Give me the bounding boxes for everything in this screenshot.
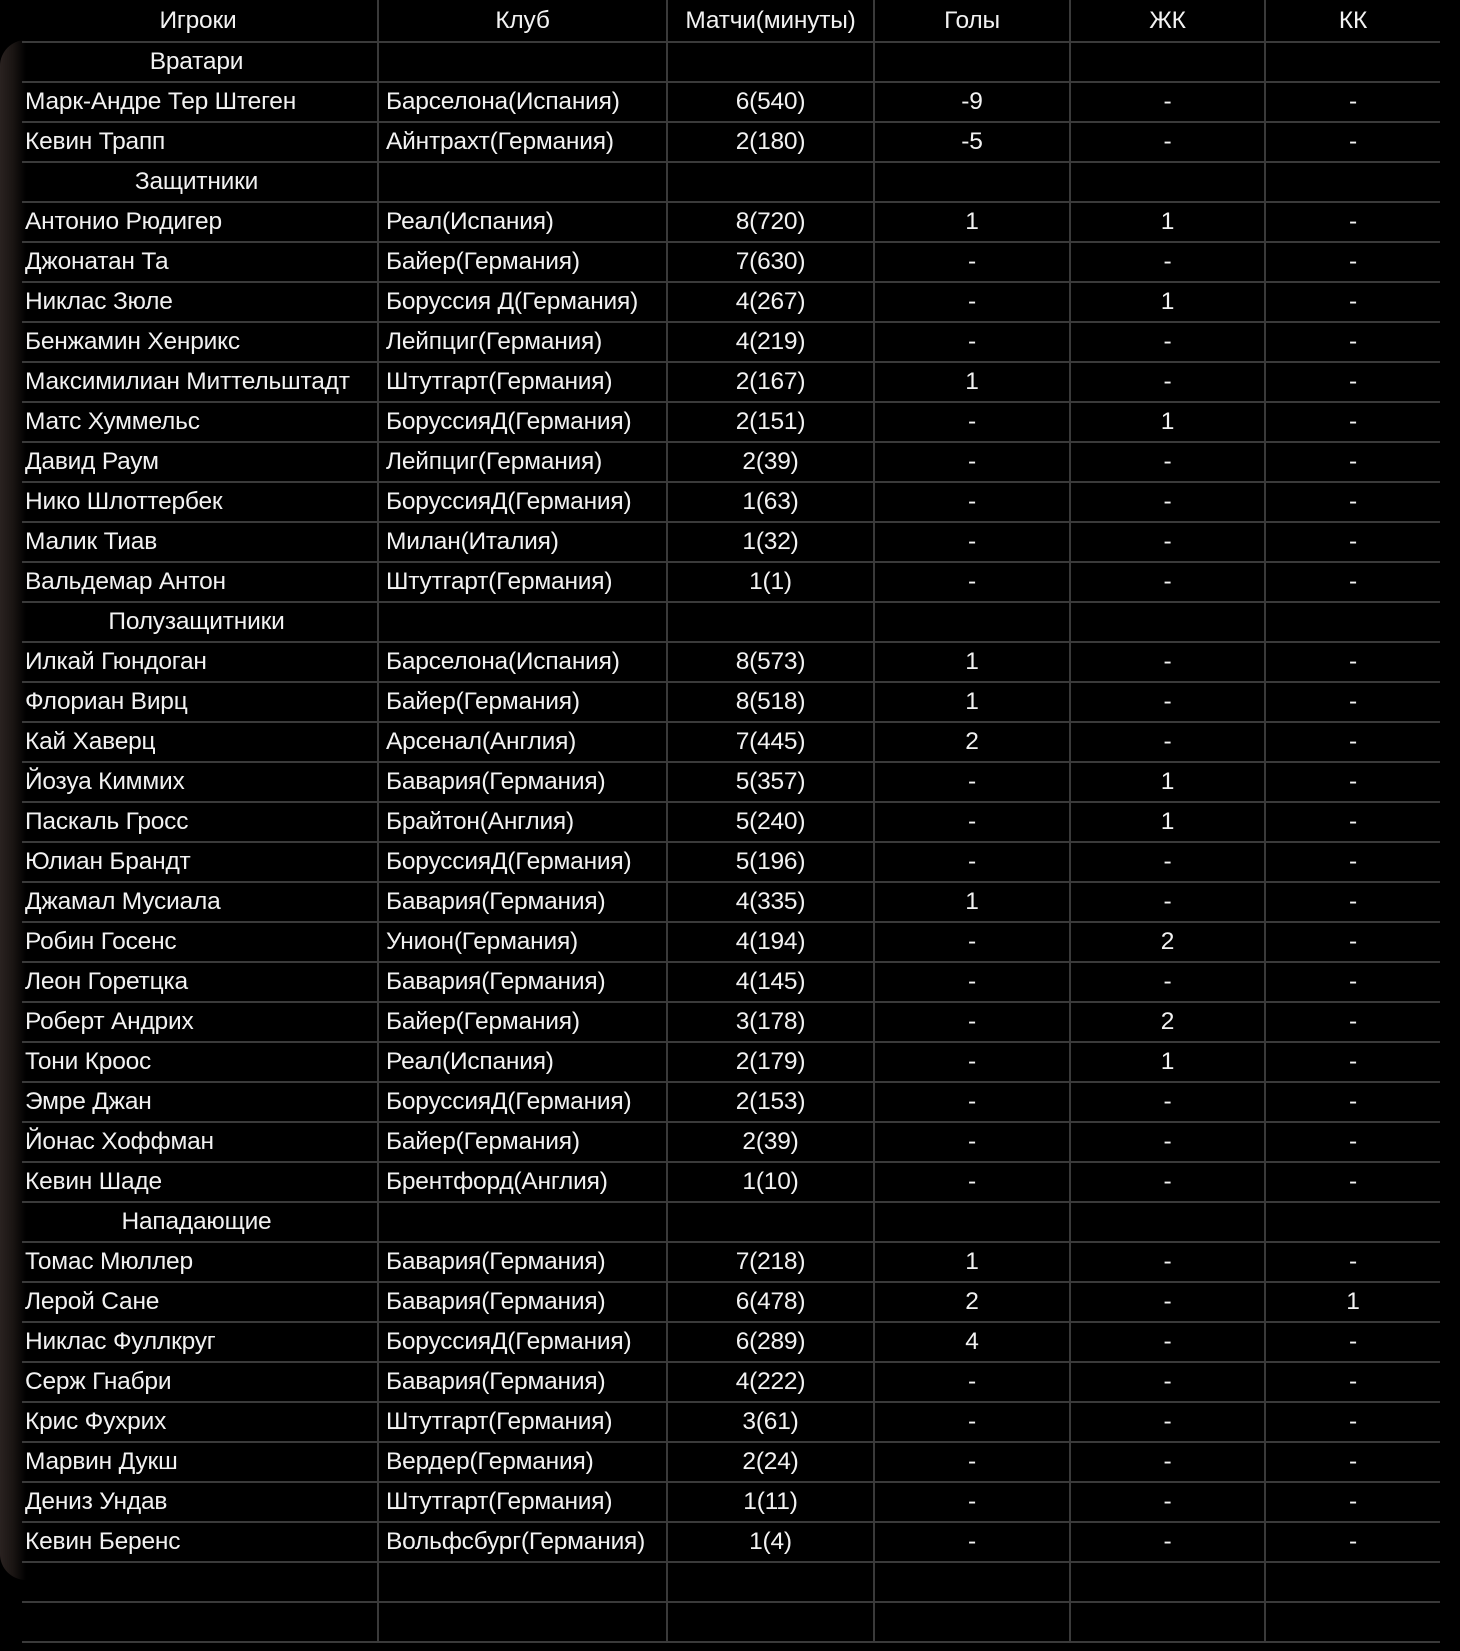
player-club: Бавария(Германия) (378, 762, 667, 802)
player-matches: 7(218) (667, 1242, 874, 1282)
player-matches: 7(630) (667, 242, 874, 282)
player-club: БоруссияД(Германия) (378, 1322, 667, 1362)
player-red-cards: - (1265, 1002, 1440, 1042)
empty-cell (1265, 1602, 1440, 1642)
section-title: Нападающие (22, 1202, 378, 1242)
player-yellow-cards: 1 (1070, 762, 1265, 802)
player-matches: 5(357) (667, 762, 874, 802)
player-row (22, 1522, 1440, 1562)
player-red-cards: - (1265, 482, 1440, 522)
player-club: Боруссия Д(Германия) (378, 282, 667, 322)
player-name: Флориан Вирц (22, 682, 378, 722)
player-red-cards: - (1265, 922, 1440, 962)
player-club: Байер(Германия) (378, 1002, 667, 1042)
empty-cell (1265, 602, 1440, 642)
player-matches: 1(4) (667, 1522, 874, 1562)
player-goals: -5 (874, 122, 1070, 162)
player-name: Кевин Беренс (22, 1522, 378, 1562)
empty-cell (22, 1562, 378, 1602)
player-yellow-cards: - (1070, 1162, 1265, 1202)
player-club: БоруссияД(Германия) (378, 482, 667, 522)
player-club: Байер(Германия) (378, 1122, 667, 1162)
player-name: Серж Гнабри (22, 1362, 378, 1402)
empty-cell (667, 42, 874, 82)
section-row (22, 42, 1440, 82)
player-yellow-cards: - (1070, 1242, 1265, 1282)
empty-cell (874, 1562, 1070, 1602)
player-club: Бавария(Германия) (378, 882, 667, 922)
empty-cell (378, 1602, 667, 1642)
empty-cell (667, 602, 874, 642)
empty-cell (378, 602, 667, 642)
player-row (22, 802, 1440, 842)
player-club: Бавария(Германия) (378, 1362, 667, 1402)
player-name: Леон Горетцка (22, 962, 378, 1002)
player-name: Кевин Трапп (22, 122, 378, 162)
player-club: Реал(Испания) (378, 202, 667, 242)
empty-cell (1265, 162, 1440, 202)
player-red-cards: 1 (1265, 1282, 1440, 1322)
player-matches: 6(540) (667, 82, 874, 122)
player-club: Милан(Италия) (378, 522, 667, 562)
player-matches: 4(267) (667, 282, 874, 322)
player-yellow-cards: - (1070, 1482, 1265, 1522)
player-yellow-cards: - (1070, 722, 1265, 762)
header-players: Игроки (22, 0, 378, 42)
empty-cell (1070, 1562, 1265, 1602)
player-club: Вольфсбург(Германия) (378, 1522, 667, 1562)
player-goals: 1 (874, 1242, 1070, 1282)
empty-cell (378, 1202, 667, 1242)
player-name: Никлас Фуллкруг (22, 1322, 378, 1362)
player-goals: 2 (874, 1282, 1070, 1322)
player-red-cards: - (1265, 442, 1440, 482)
player-red-cards: - (1265, 282, 1440, 322)
player-goals: - (874, 322, 1070, 362)
player-name: Марк-Андре Тер Штеген (22, 82, 378, 122)
player-row (22, 362, 1440, 402)
player-club: Унион(Германия) (378, 922, 667, 962)
player-goals: - (874, 1522, 1070, 1562)
player-row (22, 1122, 1440, 1162)
table-body (22, 42, 1440, 1642)
player-red-cards: - (1265, 642, 1440, 682)
empty-cell (667, 1202, 874, 1242)
player-goals: - (874, 522, 1070, 562)
section-row (22, 162, 1440, 202)
player-row (22, 202, 1440, 242)
player-club: Штутгарт(Германия) (378, 1402, 667, 1442)
player-row (22, 842, 1440, 882)
player-club: Брентфорд(Англия) (378, 1162, 667, 1202)
player-matches: 6(289) (667, 1322, 874, 1362)
squad-stats-table (22, 0, 1440, 1643)
empty-cell (1070, 602, 1265, 642)
player-matches: 2(153) (667, 1082, 874, 1122)
player-matches: 2(39) (667, 442, 874, 482)
player-red-cards: - (1265, 962, 1440, 1002)
player-goals: - (874, 1162, 1070, 1202)
empty-row (22, 1562, 1440, 1602)
player-name: Марвин Дукш (22, 1442, 378, 1482)
empty-cell (1265, 1202, 1440, 1242)
empty-cell (874, 162, 1070, 202)
player-matches: 2(179) (667, 1042, 874, 1082)
player-row (22, 1482, 1440, 1522)
player-yellow-cards: - (1070, 1282, 1265, 1322)
player-row (22, 682, 1440, 722)
player-matches: 3(61) (667, 1402, 874, 1442)
player-club: БоруссияД(Германия) (378, 842, 667, 882)
header-yellow-cards: ЖК (1070, 0, 1265, 42)
empty-cell (874, 42, 1070, 82)
player-row (22, 1002, 1440, 1042)
section-title: Вратари (22, 42, 378, 82)
player-yellow-cards: - (1070, 122, 1265, 162)
player-red-cards: - (1265, 1442, 1440, 1482)
player-yellow-cards: - (1070, 1322, 1265, 1362)
player-name: Лерой Сане (22, 1282, 378, 1322)
player-yellow-cards: 1 (1070, 282, 1265, 322)
player-matches: 4(335) (667, 882, 874, 922)
player-club: Лейпциг(Германия) (378, 322, 667, 362)
player-yellow-cards: 2 (1070, 1002, 1265, 1042)
player-red-cards: - (1265, 1082, 1440, 1122)
header-matches: Матчи(минуты) (667, 0, 874, 42)
player-matches: 2(39) (667, 1122, 874, 1162)
player-red-cards: - (1265, 1482, 1440, 1522)
player-red-cards: - (1265, 842, 1440, 882)
player-name: Йонас Хоффман (22, 1122, 378, 1162)
player-row (22, 402, 1440, 442)
player-club: Штутгарт(Германия) (378, 1482, 667, 1522)
section-title: Полузащитники (22, 602, 378, 642)
player-name: Джонатан Та (22, 242, 378, 282)
player-matches: 1(1) (667, 562, 874, 602)
player-row (22, 1362, 1440, 1402)
player-yellow-cards: - (1070, 1122, 1265, 1162)
player-row (22, 562, 1440, 602)
player-matches: 1(10) (667, 1162, 874, 1202)
player-name: Юлиан Брандт (22, 842, 378, 882)
player-goals: - (874, 482, 1070, 522)
player-name: Крис Фухрих (22, 1402, 378, 1442)
player-name: Йозуа Киммих (22, 762, 378, 802)
player-yellow-cards: - (1070, 522, 1265, 562)
player-red-cards: - (1265, 1362, 1440, 1402)
player-goals: 4 (874, 1322, 1070, 1362)
player-name: Нико Шлоттербек (22, 482, 378, 522)
player-yellow-cards: - (1070, 82, 1265, 122)
player-goals: - (874, 1402, 1070, 1442)
player-row (22, 962, 1440, 1002)
player-row (22, 82, 1440, 122)
empty-cell (378, 42, 667, 82)
player-yellow-cards: 1 (1070, 402, 1265, 442)
player-row (22, 1402, 1440, 1442)
player-row (22, 282, 1440, 322)
player-red-cards: - (1265, 762, 1440, 802)
player-red-cards: - (1265, 562, 1440, 602)
player-yellow-cards: 2 (1070, 922, 1265, 962)
player-row (22, 882, 1440, 922)
player-red-cards: - (1265, 1522, 1440, 1562)
player-goals: 1 (874, 682, 1070, 722)
player-matches: 4(145) (667, 962, 874, 1002)
player-name: Антонио Рюдигер (22, 202, 378, 242)
player-matches: 1(32) (667, 522, 874, 562)
player-club: Вердер(Германия) (378, 1442, 667, 1482)
player-red-cards: - (1265, 1322, 1440, 1362)
player-name: Никлас Зюле (22, 282, 378, 322)
player-red-cards: - (1265, 1402, 1440, 1442)
empty-cell (22, 1602, 378, 1642)
player-row (22, 442, 1440, 482)
header-red-cards: КК (1265, 0, 1440, 42)
empty-cell (1070, 1202, 1265, 1242)
player-red-cards: - (1265, 1122, 1440, 1162)
player-red-cards: - (1265, 122, 1440, 162)
player-name: Паскаль Гросс (22, 802, 378, 842)
player-name: Дениз Ундав (22, 1482, 378, 1522)
empty-cell (1070, 1602, 1265, 1642)
player-red-cards: - (1265, 322, 1440, 362)
player-goals: - (874, 282, 1070, 322)
header-row (22, 0, 1440, 42)
player-club: Реал(Испания) (378, 1042, 667, 1082)
player-red-cards: - (1265, 802, 1440, 842)
player-goals: 2 (874, 722, 1070, 762)
player-goals: - (874, 242, 1070, 282)
player-red-cards: - (1265, 722, 1440, 762)
player-red-cards: - (1265, 202, 1440, 242)
empty-cell (874, 602, 1070, 642)
player-yellow-cards: - (1070, 842, 1265, 882)
player-row (22, 642, 1440, 682)
player-club: Байер(Германия) (378, 682, 667, 722)
player-goals: - (874, 762, 1070, 802)
empty-cell (1070, 42, 1265, 82)
player-matches: 5(196) (667, 842, 874, 882)
empty-cell (874, 1202, 1070, 1242)
player-club: Бавария(Германия) (378, 1282, 667, 1322)
player-goals: 1 (874, 882, 1070, 922)
player-red-cards: - (1265, 1042, 1440, 1082)
player-row (22, 522, 1440, 562)
player-goals: - (874, 442, 1070, 482)
player-matches: 8(518) (667, 682, 874, 722)
player-name: Джамал Мусиала (22, 882, 378, 922)
player-yellow-cards: - (1070, 682, 1265, 722)
player-red-cards: - (1265, 682, 1440, 722)
player-red-cards: - (1265, 362, 1440, 402)
player-matches: 5(240) (667, 802, 874, 842)
player-yellow-cards: - (1070, 1082, 1265, 1122)
player-name: Вальдемар Антон (22, 562, 378, 602)
player-row (22, 1042, 1440, 1082)
player-row (22, 242, 1440, 282)
player-goals: 1 (874, 202, 1070, 242)
player-red-cards: - (1265, 82, 1440, 122)
player-yellow-cards: - (1070, 442, 1265, 482)
player-red-cards: - (1265, 1242, 1440, 1282)
player-goals: - (874, 922, 1070, 962)
player-name: Давид Раум (22, 442, 378, 482)
empty-cell (667, 1602, 874, 1642)
player-row (22, 122, 1440, 162)
player-row (22, 922, 1440, 962)
player-name: Илкай Гюндоган (22, 642, 378, 682)
player-name: Томас Мюллер (22, 1242, 378, 1282)
player-yellow-cards: - (1070, 642, 1265, 682)
player-matches: 8(573) (667, 642, 874, 682)
player-red-cards: - (1265, 882, 1440, 922)
player-club: Айнтрахт(Германия) (378, 122, 667, 162)
empty-cell (378, 162, 667, 202)
player-goals: - (874, 1442, 1070, 1482)
player-row (22, 722, 1440, 762)
player-yellow-cards: - (1070, 362, 1265, 402)
player-name: Роберт Андрих (22, 1002, 378, 1042)
player-yellow-cards: - (1070, 962, 1265, 1002)
section-title: Защитники (22, 162, 378, 202)
player-matches: 7(445) (667, 722, 874, 762)
player-matches: 4(222) (667, 1362, 874, 1402)
player-club: Брайтон(Англия) (378, 802, 667, 842)
section-row (22, 602, 1440, 642)
player-club: Бавария(Германия) (378, 962, 667, 1002)
player-club: БоруссияД(Германия) (378, 402, 667, 442)
player-name: Эмре Джан (22, 1082, 378, 1122)
player-yellow-cards: - (1070, 1522, 1265, 1562)
player-yellow-cards: - (1070, 242, 1265, 282)
player-yellow-cards: 1 (1070, 802, 1265, 842)
player-red-cards: - (1265, 402, 1440, 442)
player-red-cards: - (1265, 242, 1440, 282)
player-yellow-cards: - (1070, 882, 1265, 922)
empty-cell (874, 1602, 1070, 1642)
player-yellow-cards: - (1070, 1442, 1265, 1482)
player-matches: 1(11) (667, 1482, 874, 1522)
player-name: Малик Тиав (22, 522, 378, 562)
player-matches: 4(219) (667, 322, 874, 362)
player-goals: - (874, 1362, 1070, 1402)
player-club: БоруссияД(Германия) (378, 1082, 667, 1122)
player-yellow-cards: 1 (1070, 202, 1265, 242)
player-goals: 1 (874, 642, 1070, 682)
empty-cell (378, 1562, 667, 1602)
player-yellow-cards: 1 (1070, 1042, 1265, 1082)
player-row (22, 1162, 1440, 1202)
player-row (22, 1282, 1440, 1322)
player-goals: 1 (874, 362, 1070, 402)
player-row (22, 1322, 1440, 1362)
header-club: Клуб (378, 0, 667, 42)
player-matches: 8(720) (667, 202, 874, 242)
player-goals: - (874, 562, 1070, 602)
player-goals: - (874, 1122, 1070, 1162)
player-club: Лейпциг(Германия) (378, 442, 667, 482)
player-yellow-cards: - (1070, 562, 1265, 602)
player-name: Матс Хуммельс (22, 402, 378, 442)
player-name: Кевин Шаде (22, 1162, 378, 1202)
player-name: Максимилиан Миттельштадт (22, 362, 378, 402)
player-club: Штутгарт(Германия) (378, 562, 667, 602)
player-matches: 2(24) (667, 1442, 874, 1482)
player-name: Бенжамин Хенрикс (22, 322, 378, 362)
player-name: Кай Хаверц (22, 722, 378, 762)
player-row (22, 482, 1440, 522)
player-yellow-cards: - (1070, 322, 1265, 362)
header-goals: Голы (874, 0, 1070, 42)
player-matches: 2(151) (667, 402, 874, 442)
player-matches: 3(178) (667, 1002, 874, 1042)
player-goals: - (874, 802, 1070, 842)
player-yellow-cards: - (1070, 1402, 1265, 1442)
player-matches: 6(478) (667, 1282, 874, 1322)
empty-cell (667, 1562, 874, 1602)
player-matches: 2(167) (667, 362, 874, 402)
player-goals: -9 (874, 82, 1070, 122)
empty-row (22, 1602, 1440, 1642)
player-red-cards: - (1265, 522, 1440, 562)
player-club: Штутгарт(Германия) (378, 362, 667, 402)
player-club: Бавария(Германия) (378, 1242, 667, 1282)
player-goals: - (874, 842, 1070, 882)
player-club: Байер(Германия) (378, 242, 667, 282)
empty-cell (667, 162, 874, 202)
empty-cell (1265, 42, 1440, 82)
player-club: Барселона(Испания) (378, 82, 667, 122)
player-matches: 4(194) (667, 922, 874, 962)
player-row (22, 1242, 1440, 1282)
player-name: Тони Кроос (22, 1042, 378, 1082)
empty-cell (1265, 1562, 1440, 1602)
player-goals: - (874, 962, 1070, 1002)
player-yellow-cards: - (1070, 482, 1265, 522)
player-yellow-cards: - (1070, 1362, 1265, 1402)
player-row (22, 1442, 1440, 1482)
player-goals: - (874, 1002, 1070, 1042)
empty-cell (1070, 162, 1265, 202)
player-matches: 1(63) (667, 482, 874, 522)
player-goals: - (874, 402, 1070, 442)
player-name: Робин Госенс (22, 922, 378, 962)
section-row (22, 1202, 1440, 1242)
player-row (22, 322, 1440, 362)
player-goals: - (874, 1042, 1070, 1082)
player-matches: 2(180) (667, 122, 874, 162)
player-goals: - (874, 1082, 1070, 1122)
player-club: Барселона(Испания) (378, 642, 667, 682)
player-row (22, 1082, 1440, 1122)
player-club: Арсенал(Англия) (378, 722, 667, 762)
player-goals: - (874, 1482, 1070, 1522)
player-red-cards: - (1265, 1162, 1440, 1202)
player-row (22, 762, 1440, 802)
